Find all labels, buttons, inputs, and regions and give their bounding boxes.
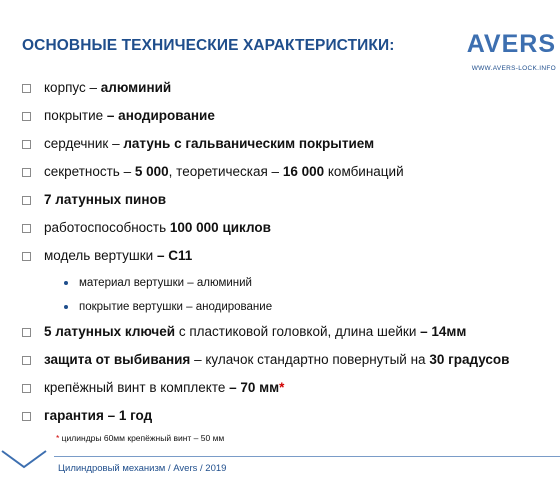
spec-item	[22, 106, 552, 134]
spec-item	[22, 162, 552, 190]
spec-item	[22, 378, 552, 406]
square-bullet-icon	[22, 328, 31, 337]
spec-text: работоспособность	[44, 220, 170, 235]
subitem-text: покрытие вертушки – анодирование	[79, 301, 273, 313]
spec-item	[22, 246, 552, 274]
square-bullet-icon	[22, 112, 31, 121]
spec-text: – кулачок стандартно повернутый на	[190, 352, 430, 367]
spec-value: гарантия – 1 год	[44, 408, 153, 423]
spec-text: комбинаций	[324, 164, 404, 179]
footnote-star: *	[56, 433, 60, 443]
spec-text: секретность –	[44, 164, 135, 179]
spec-text: модель вертушки	[44, 248, 157, 263]
footer-divider	[54, 456, 560, 457]
brand-block	[467, 32, 556, 72]
spec-item	[22, 78, 552, 106]
square-bullet-icon	[22, 140, 31, 149]
spec-value: алюминий	[100, 80, 172, 95]
spec-text: крепёжный винт в комплекте	[44, 380, 230, 395]
spec-item	[22, 218, 552, 246]
spec-text: , теоретическая –	[168, 164, 283, 179]
footer-caption: Цилиндровый механизм / Avers / 2019	[58, 463, 227, 474]
spec-value: 5 латунных ключей	[44, 324, 176, 339]
spec-text: с пластиковой головкой, длина шейки	[175, 324, 421, 339]
square-bullet-icon	[22, 384, 31, 393]
spec-value: – 70 мм	[229, 380, 280, 395]
spec-subitem	[22, 274, 552, 298]
spec-value: 100 000 циклов	[169, 220, 271, 235]
subitem-text: материал вертушки – алюминий	[79, 277, 252, 289]
square-bullet-icon	[22, 412, 31, 421]
spec-item	[22, 322, 552, 350]
spec-value: – 14мм	[420, 324, 467, 339]
square-bullet-icon	[22, 356, 31, 365]
spec-value: 30 градусов	[429, 352, 510, 367]
footnote	[56, 433, 224, 443]
spec-item	[22, 134, 552, 162]
website-url[interactable]: WWW.AVERS-LOCK.INFO	[471, 65, 556, 72]
spec-value: защита от выбивания	[44, 352, 191, 367]
square-bullet-icon	[22, 168, 31, 177]
dot-bullet-icon	[64, 281, 68, 285]
footer-chevron-icon	[0, 447, 48, 471]
square-bullet-icon	[22, 252, 31, 261]
spec-value: – С11	[156, 248, 193, 263]
footnote-text: цилиндры 60мм крепёжный винт – 50 мм	[59, 433, 225, 443]
square-bullet-icon	[22, 84, 31, 93]
square-bullet-icon	[22, 224, 31, 233]
spec-item	[22, 190, 552, 218]
spec-list	[22, 78, 552, 434]
spec-value: 5 000	[134, 164, 169, 179]
avers-logo: AVERS	[466, 30, 556, 58]
spec-text: покрытие	[44, 108, 107, 123]
spec-item	[22, 350, 552, 378]
spec-value: 7 латунных пинов	[44, 192, 167, 207]
square-bullet-icon	[22, 196, 31, 205]
spec-value: – анодирование	[106, 108, 215, 123]
footnote-marker: *	[279, 380, 285, 395]
slide-title: ОСНОВНЫЕ ТЕХНИЧЕСКИЕ ХАРАКТЕРИСТИКИ:	[22, 37, 395, 54]
spec-item	[22, 406, 552, 434]
spec-value: латунь с гальваническим покрытием	[123, 136, 375, 151]
spec-text: корпус –	[44, 80, 101, 95]
spec-value: 16 000	[282, 164, 325, 179]
spec-text: сердечник –	[44, 136, 124, 151]
dot-bullet-icon	[64, 305, 68, 309]
spec-subitem	[22, 298, 552, 322]
